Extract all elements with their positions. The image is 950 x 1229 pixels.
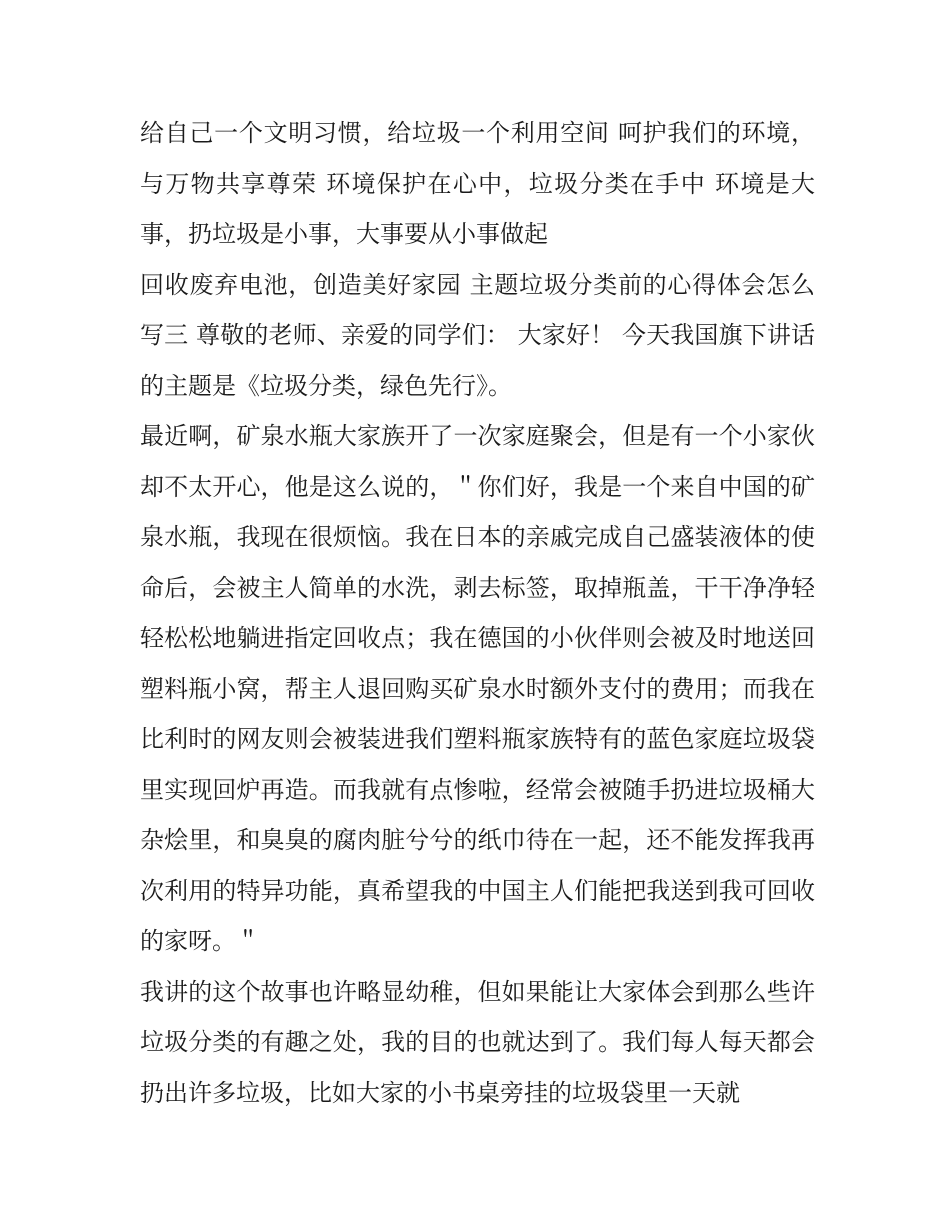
paragraph-3: 最近啊，矿泉水瓶大家族开了一次家庭聚会，但是有一个小家伙却不太开心，他是这么说的，＂你们好，我是一个来自中国的矿泉水瓶，我现在很烦恼。我在日本的亲戚完成自己盛装液体的使命后，会被主人简单的水洗，剥去标签，取掉瓶盖，干干净净轻轻松松地躺进指定回收点；我在德国的小伙伴则会被及时地送回塑料瓶小窝，帮主人退回购买矿泉水时额外支付的费用；而我在比利时的网友则会被装进我们塑料瓶家族特有的蓝色家庭垃圾袋里实现回炉再造。而我就有点惨啦，经常会被随手扔进垃圾桶大杂烩里，和臭臭的腐肉脏兮兮的纸巾待在一起，还不能发挥我再次利用的特异功能，真希望我的中国主人们能把我送到我可回收的家呀。＂ [140, 422, 815, 955]
document-body [140, 108, 815, 1118]
paragraph-1: 给自己一个文明习惯，给垃圾一个利用空间 呵护我们的环境，与万物共享尊荣 环境保护在心中，垃圾分类在手中 环境是大事，扔垃圾是小事，大事要从小事做起 [140, 119, 815, 248]
paragraph-4: 我讲的这个故事也许略显幼稚，但如果能让大家体会到那么些许垃圾分类的有趣之处，我的目的也就达到了。我们每人每天都会扔出许多垃圾，比如大家的小书桌旁挂的垃圾袋里一天就 [140, 977, 815, 1107]
paragraph-2: 回收废弃电池，创造美好家园 主题垃圾分类前的心得体会怎么写三 尊敬的老师、亲爱的同学们： 大家好！ 今天我国旗下讲话的主题是《垃圾分类，绿色先行》。 [140, 270, 815, 400]
